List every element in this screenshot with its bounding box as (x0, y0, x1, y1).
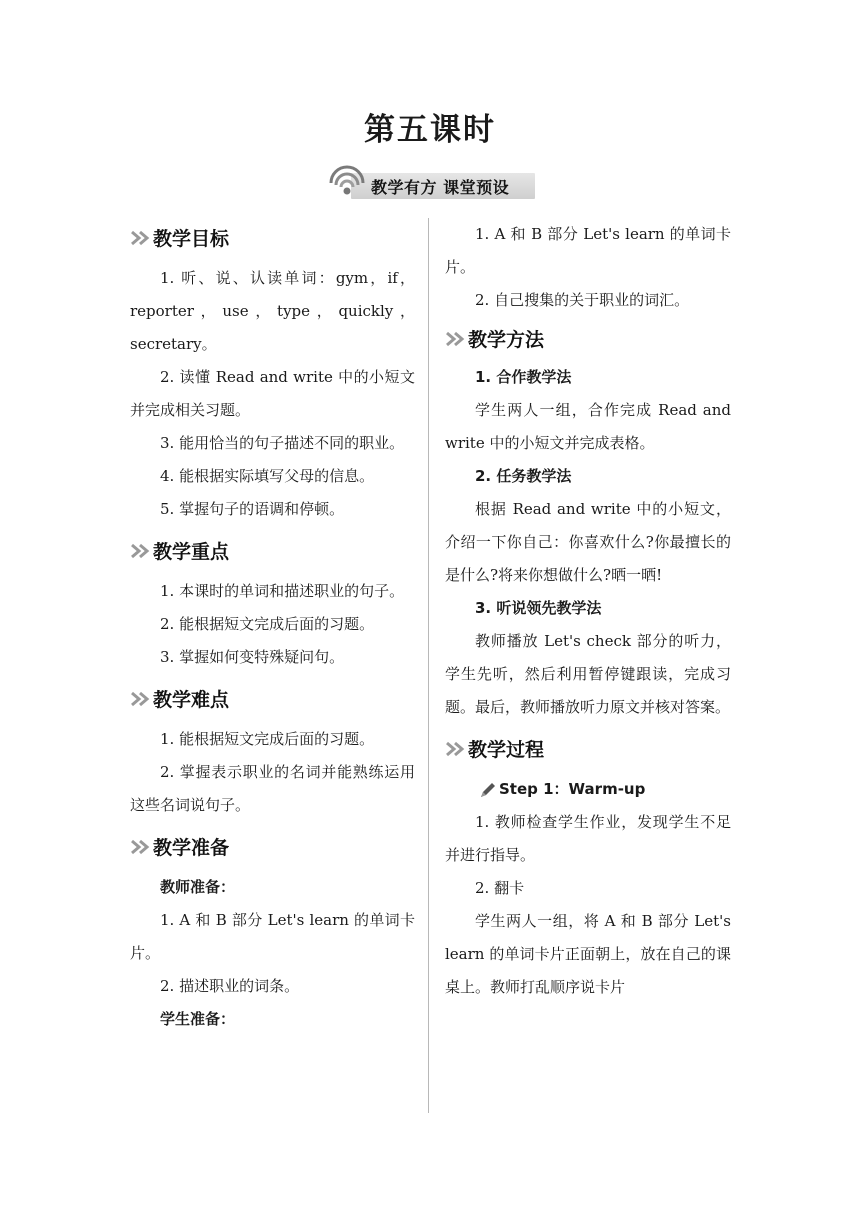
double-chevron-icon (445, 330, 467, 348)
student-prep-label: 学生准备： (160, 1010, 236, 1028)
list-item: 1. 能根据短文完成后面的习题。 (160, 730, 375, 748)
list-item: 2. 翻卡 (475, 879, 525, 897)
list-item: 2. 自己搜集的关于职业的词汇。 (475, 291, 690, 309)
right-column (445, 218, 731, 1004)
step-label: Step 1：Warm-up (499, 780, 646, 798)
heading-text: 教学难点 (153, 689, 230, 711)
list-item: 2. 掌握表示职业的名词并能熟练运用这些名词说句子。 (130, 763, 415, 814)
section-banner (327, 163, 535, 201)
heading-teaching-goals (130, 224, 415, 251)
heading-difficulties (130, 685, 415, 712)
list-item: 1. A 和 B 部分 Let's learn 的单词卡片。 (445, 225, 731, 276)
heading-text: 教学方法 (468, 329, 545, 351)
double-chevron-icon (130, 838, 152, 856)
heading-text: 教学重点 (153, 541, 230, 563)
heading-preparation (130, 833, 415, 860)
heading-text: 教学目标 (153, 228, 230, 250)
double-chevron-icon (130, 229, 152, 247)
list-item: 3. 掌握如何变特殊疑问句。 (160, 648, 345, 666)
heading-methods (445, 325, 731, 352)
method-title: 1. 合作教学法 (475, 368, 572, 386)
method-text: 教师播放 Let's check 部分的听力，学生先听，然后利用暂停键跟读，完成习题。最后，教师播放听力原文并核对答案。 (445, 632, 731, 716)
teacher-prep-label: 教师准备： (160, 878, 236, 896)
method-title: 2. 任务教学法 (475, 467, 572, 485)
double-chevron-icon (130, 542, 152, 560)
lesson-title: 第五课时 (364, 112, 496, 148)
method-text: 根据 Read and write 中的小短文，介绍一下你自己：你喜欢什么?你最擅长的是什么?将来你想做什么?晒一晒! (445, 500, 731, 584)
heading-process (445, 735, 731, 762)
pen-icon (479, 781, 497, 799)
heading-text: 教学准备 (153, 837, 230, 859)
method-text: 学生两人一组，合作完成 Read and write 中的小短文并完成表格。 (445, 401, 731, 452)
list-item: 1. 本课时的单词和描述职业的句子。 (160, 582, 405, 600)
list-item: 2. 读懂 Read and write 中的小短文并完成相关习题。 (130, 368, 415, 419)
heading-key-points (130, 537, 415, 564)
wifi-signal-icon (327, 163, 367, 201)
double-chevron-icon (445, 740, 467, 758)
banner-text: 教学有方 课堂预设 (371, 178, 510, 197)
list-item: 4. 能根据实际填写父母的信息。 (160, 467, 375, 485)
list-item: 3. 能用恰当的句子描述不同的职业。 (160, 434, 405, 452)
method-title: 3. 听说领先教学法 (475, 599, 602, 617)
list-item: 1. 听、说、认读单词：gym，if，reporter，use，type，quickly，secretary。 (130, 269, 415, 353)
column-divider (428, 218, 429, 1113)
double-chevron-icon (130, 690, 152, 708)
list-item: 学生两人一组，将 A 和 B 部分 Let's learn 的单词卡片正面朝上，放在自己的课桌上。教师打乱顺序说卡片 (445, 912, 731, 996)
list-item: 1. 教师检查学生作业，发现学生不足并进行指导。 (445, 813, 731, 864)
list-item: 2. 描述职业的词条。 (160, 977, 300, 995)
left-column (130, 224, 415, 1036)
list-item: 1. A 和 B 部分 Let's learn 的单词卡片。 (130, 911, 415, 962)
list-item: 2. 能根据短文完成后面的习题。 (160, 615, 375, 633)
step-heading (445, 773, 731, 806)
heading-text: 教学过程 (468, 739, 545, 761)
list-item: 5. 掌握句子的语调和停顿。 (160, 500, 345, 518)
